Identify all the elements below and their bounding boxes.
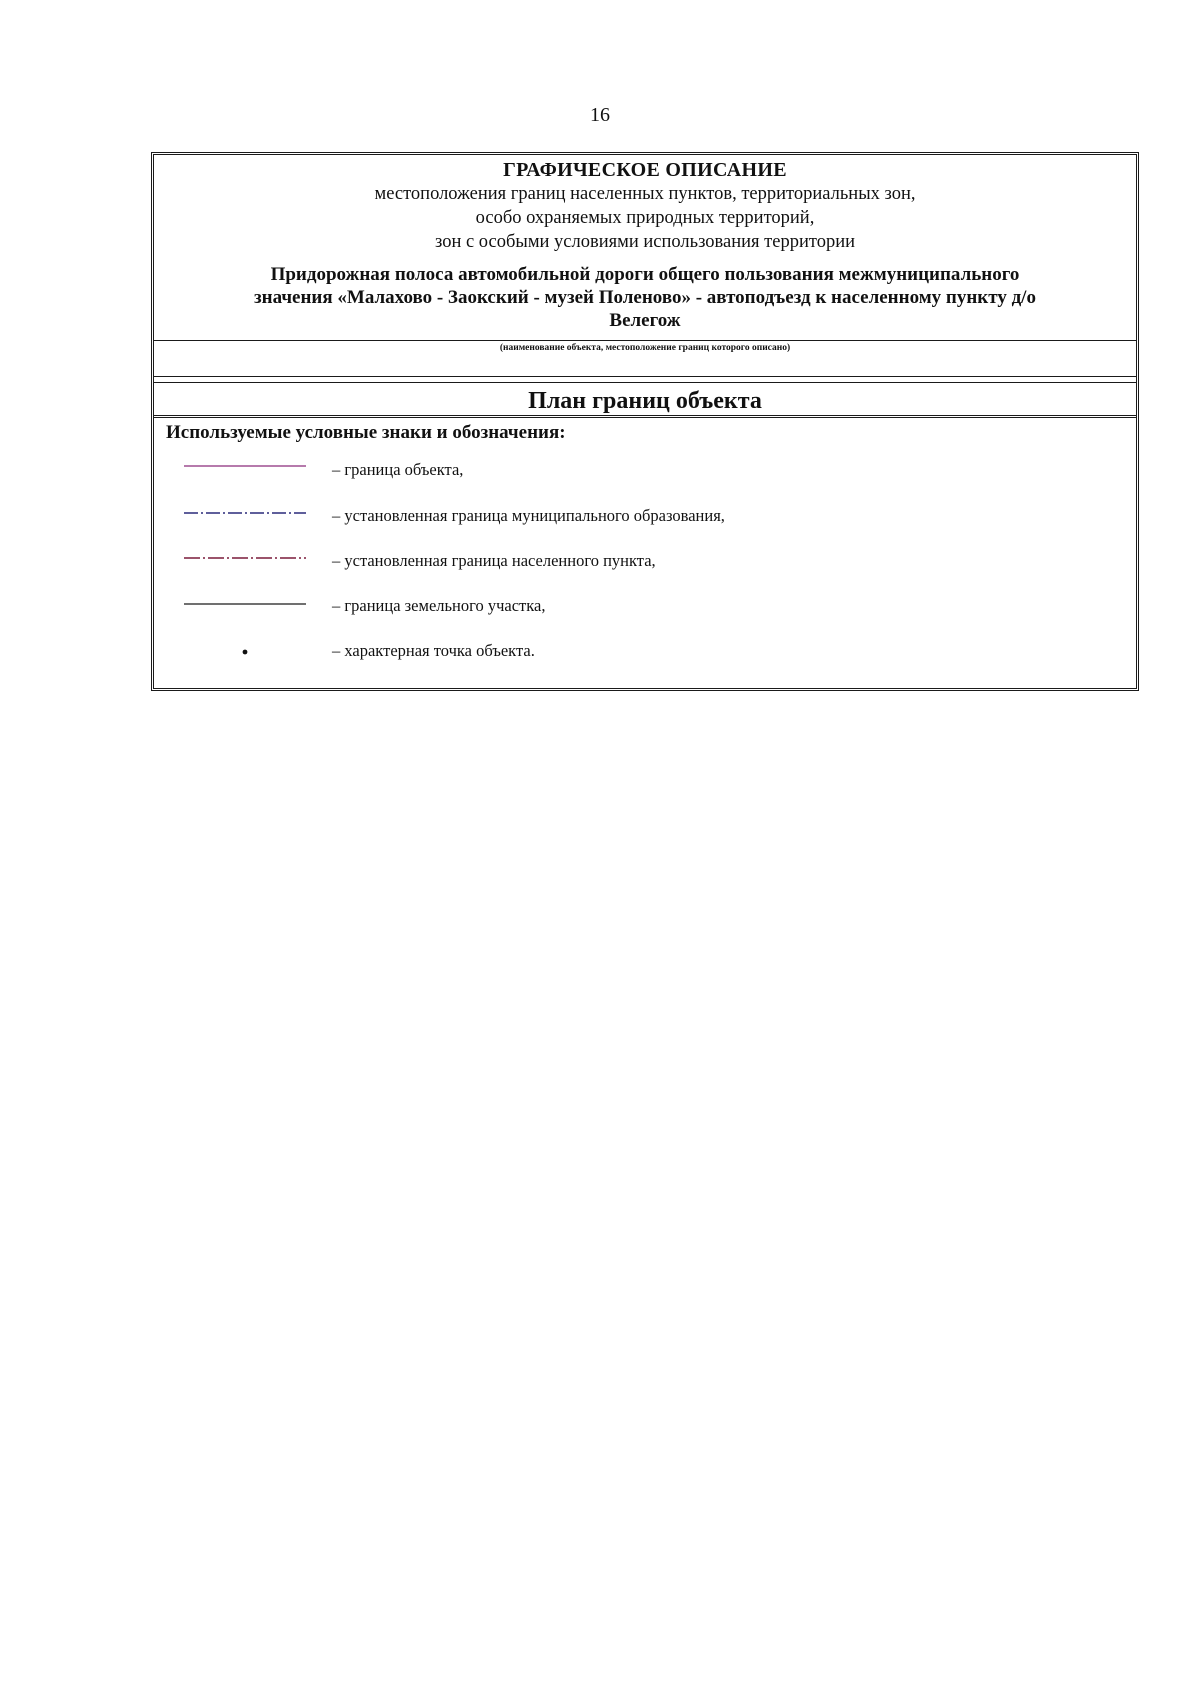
legend-item-text: – граница земельного участка, [332, 596, 546, 615]
legend-item-characteristic-point [154, 639, 1136, 663]
dash-dot-line-icon [184, 504, 306, 528]
legend-item-text: – установленная граница населенного пункта, [332, 551, 656, 570]
page-number: 16 [590, 104, 610, 126]
graphic-description-frame [151, 152, 1139, 691]
subtitle-line-2: особо охраняемых природных территорий, [475, 208, 815, 228]
dash-dot-line-icon [184, 549, 306, 573]
subtitle-line-3: зон с особыми условиями использования территории [435, 232, 855, 252]
document-title: ГРАФИЧЕСКОЕ ОПИСАНИЕ [503, 159, 787, 181]
legend-heading: Используемые условные знаки и обозначения: [166, 422, 566, 443]
object-name-line-3: Велегож [609, 310, 681, 331]
legend-item-text: – характерная точка объекта. [332, 641, 535, 660]
legend-item-text: – граница объекта, [332, 460, 464, 479]
object-name [154, 263, 1136, 332]
point-icon [184, 639, 306, 663]
solid-line-icon [184, 458, 306, 482]
legend-section [154, 418, 1136, 688]
legend-item-text: – установленная граница муниципального образования, [332, 506, 725, 525]
legend-item-object-boundary [154, 458, 1136, 482]
object-name-underline [154, 340, 1136, 341]
object-name-line-1: Придорожная полоса автомобильной дороги общего пользования межмуниципального [270, 264, 1020, 285]
legend-item-municipal-boundary [154, 504, 1136, 528]
subtitle-line-1: местоположения границ населенных пунктов, территориальных зон, [374, 184, 916, 204]
legend-item-settlement-boundary [154, 549, 1136, 573]
object-name-line-2: значения «Малахово - Заокский - музей Поленово» - автоподъезд к населенному пункту д/о [254, 287, 1036, 308]
plan-title: План границ объекта [154, 382, 1136, 418]
legend-item-land-plot-boundary [154, 594, 1136, 618]
solid-line-icon [184, 594, 306, 618]
header-section [154, 155, 1136, 377]
object-name-caption: (наименование объекта, местоположение границ которого описано) [499, 343, 791, 353]
